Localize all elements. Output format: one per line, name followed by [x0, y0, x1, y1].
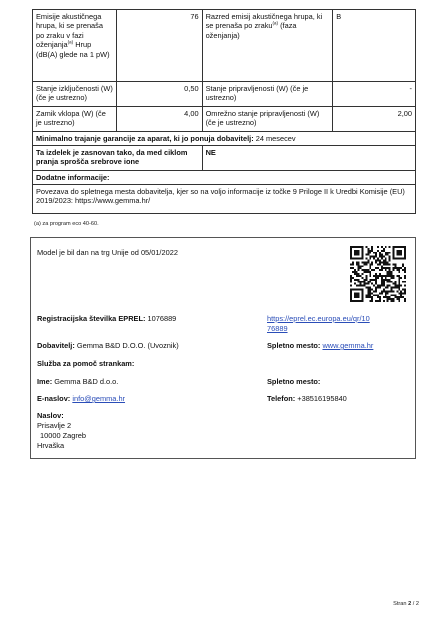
- page-number: Stran 2 / 2: [393, 601, 419, 607]
- supplier-row: [37, 341, 179, 351]
- model-market-date: Model je bil dan na trg Unije od 05/01/2022: [37, 248, 178, 257]
- table-row: [33, 171, 416, 185]
- standby-value: -: [333, 82, 416, 107]
- delay-start-value: 4,00: [116, 107, 202, 132]
- phone-label: Telefon:: [267, 394, 296, 403]
- qr-code-icon[interactable]: [350, 246, 406, 302]
- supplier-info-box: [30, 237, 416, 459]
- website-label: Spletno mesto:: [267, 341, 321, 350]
- supplier-label: Dobavitelj:: [37, 341, 75, 350]
- network-standby-label: Omrežno stanje pripravljenosti (W) (če je ustrezno): [202, 107, 333, 132]
- website-link[interactable]: www.gemma.hr: [322, 341, 374, 350]
- website-row: [267, 341, 373, 351]
- address-line-country: Hrvaška: [37, 441, 65, 450]
- table-row: [33, 146, 416, 171]
- table-row: [33, 185, 416, 214]
- address-label: Naslov:: [37, 411, 64, 420]
- silver-ions-value: NE: [202, 146, 415, 171]
- silver-ions-label: Ta izdelek je zasnovan tako, da med ciklom pranja sprošča srebrove ione: [33, 146, 203, 171]
- network-standby-value: 2,00: [333, 107, 416, 132]
- supplier-value: Gemma B&D D.O.O. (Uvoznik): [76, 341, 179, 350]
- noise-class-label: Razred emisij akustičnega hrupa, ki se prenaša po zraku$^{(a)}$ (faza oženjanja): [202, 10, 333, 82]
- product-info-table: [32, 9, 416, 214]
- table-row: [33, 82, 416, 107]
- table-row: [33, 107, 416, 132]
- email-label: E-naslov:: [37, 394, 71, 403]
- standby-label: Stanje pripravljenosti (W) (če je ustrezno): [202, 82, 333, 107]
- extra-info-label: Dodatne informacije:: [33, 171, 416, 185]
- noise-emission-value: 76: [116, 10, 202, 82]
- warranty-value: 24 mesecev: [255, 133, 296, 143]
- eprel-link-cont[interactable]: 76889: [267, 324, 288, 333]
- service-website-label: Spletno mesto:: [267, 377, 321, 386]
- warranty-cell: [33, 132, 416, 146]
- eprel-label: Registracijska številka EPREL:: [37, 314, 146, 323]
- address-line-street: Prisavlje 2: [37, 421, 72, 430]
- email-row: [37, 394, 125, 404]
- table-row: [33, 10, 416, 82]
- table-row: [33, 132, 416, 146]
- service-name-row: [37, 377, 118, 387]
- noise-class-value: B: [333, 10, 416, 82]
- footnote: (a) za program eco 40-60.: [34, 221, 99, 227]
- warranty-label: Minimalno trajanje garancije za aparat, ki jo ponuja dobavitelj:: [36, 133, 254, 143]
- noise-emission-label: Emisije akustičnega hrupa, ki se prenaša po zraku v fazi oženjanja$^{(a)}$ Hrup (dB(A) glede na 1 pW): [33, 10, 117, 82]
- off-mode-label: Stanje izključenosti (W) (če je ustrezno): [33, 82, 117, 107]
- email-link[interactable]: info@gemma.hr: [72, 394, 126, 403]
- off-mode-value: 0,50: [116, 82, 202, 107]
- eprel-value: 1076889: [147, 314, 177, 323]
- service-name-value: Gemma B&D d.o.o.: [54, 377, 119, 386]
- eprel-link[interactable]: https://eprel.ec.europa.eu/qr/10: [267, 314, 370, 323]
- delay-start-label: Zamik vklopa (W) (če je ustrezno): [33, 107, 117, 132]
- service-name-label: Ime:: [37, 377, 53, 386]
- customer-service-label: Služba za pomoč strankam:: [37, 359, 135, 368]
- extra-info-text: Povezava do spletnega mesta dobavitelja, kjer so na voljo informacije iz točke 9 Priloge II k Uredbi Komisije (EU) 2019/2023: https://www.gemma.hr/: [33, 185, 416, 214]
- address-line-city: 10000 Zagreb: [40, 431, 87, 440]
- eprel-row: [37, 314, 176, 324]
- phone-row: [267, 394, 347, 404]
- phone-value: +38516195840: [297, 394, 347, 403]
